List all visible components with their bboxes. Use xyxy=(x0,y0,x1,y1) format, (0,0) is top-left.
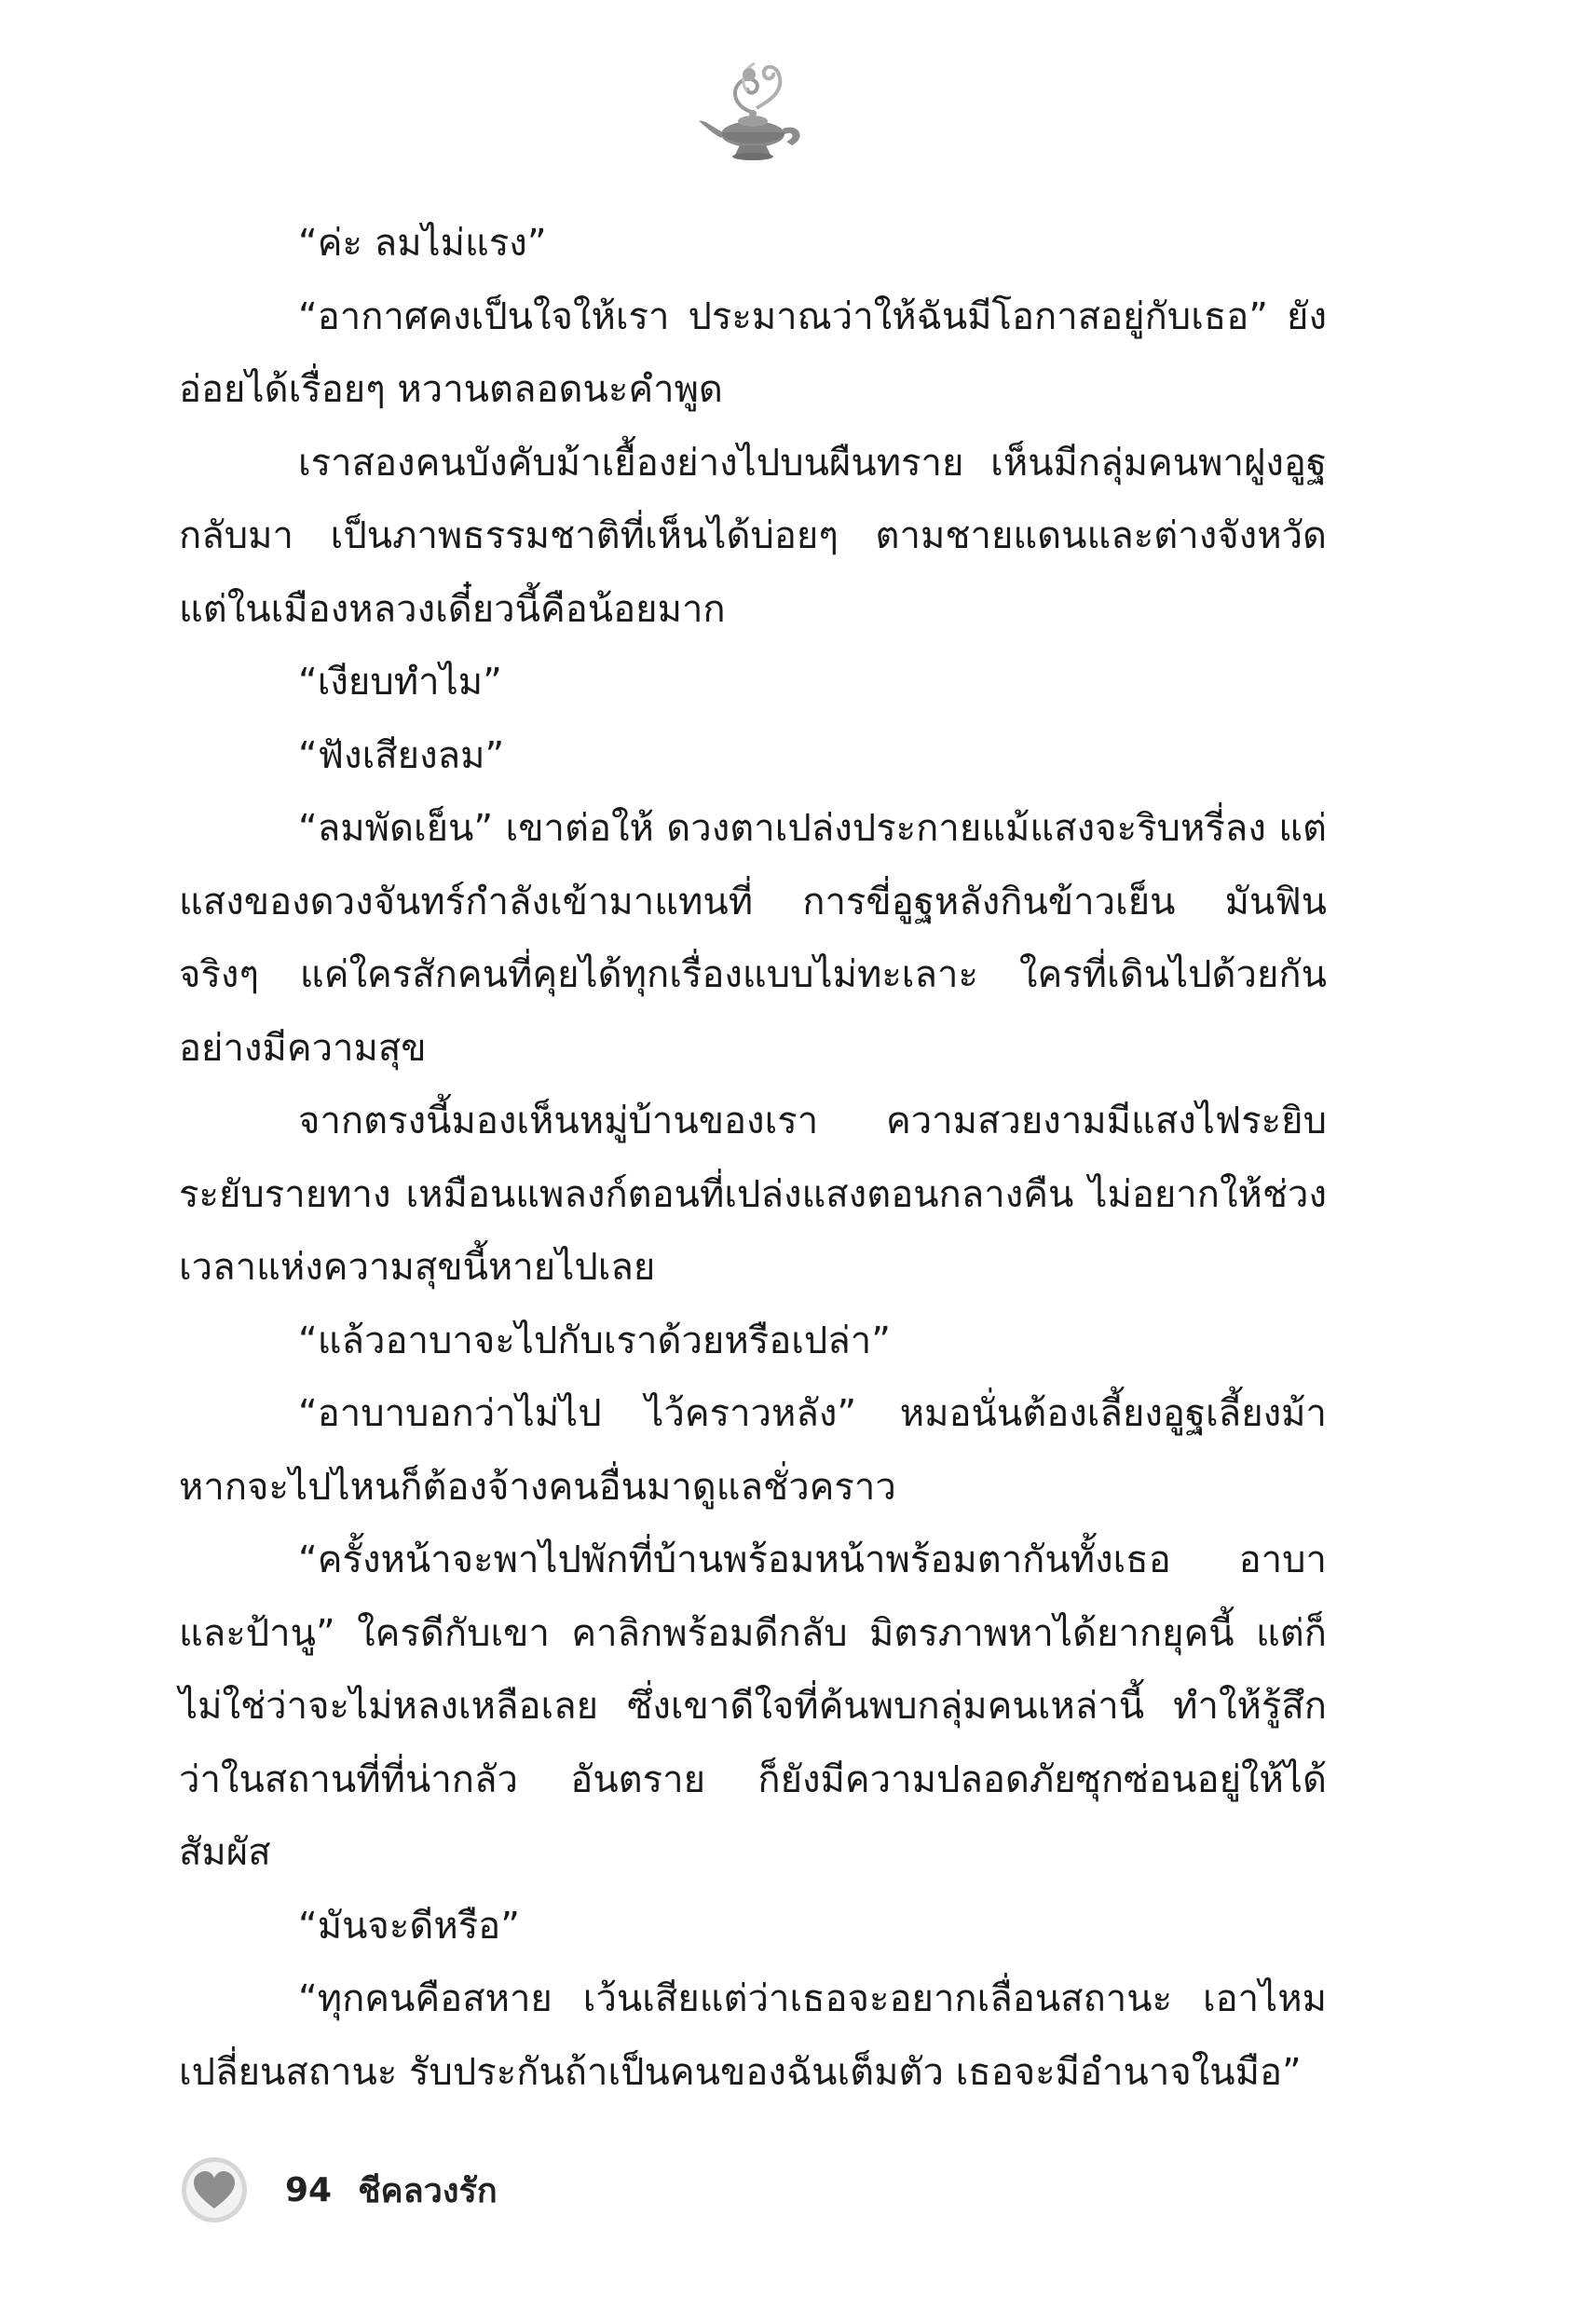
paragraph: “มันจะดีหรือ” xyxy=(298,1904,520,1948)
paragraph: “แล้วอาบาจะไปกับเราด้วยหรือเปล่า” xyxy=(298,1319,891,1362)
book-title: ชีคลวงรัก xyxy=(358,2171,498,2210)
body-text xyxy=(179,207,1327,2109)
paragraph: เราสองคนบังคับม้าเยื้องย่างไปบนผืนทราย เห็นมีกลุ่มคนพาฝูงอูฐกลับมา เป็นภาพธรรมชาติที่เห็นได้บ่อยๆ ตามชายแดนและต่างจังหวัด แต่ในเมืองหลวงเดี๋ยวนี้คือน้อยมาก xyxy=(179,441,1327,631)
paragraph: “เงียบทำไม” xyxy=(298,661,502,704)
paragraph: “ลมพัดเย็น” เขาต่อให้ ดวงตาเปล่งประกายแม้แสงจะริบหรี่ลง แต่แสงของดวงจันทร์กำลังเข้ามาแทนที่ การขี่อูฐหลังกินข้าวเย็น มันฟินจริงๆ แค่ใครสักคนที่คุยได้ทุกเรื่องแบบไม่ทะเลาะ ใครที่เดินไปด้วยกันอย่างมีความสุข xyxy=(179,807,1327,1070)
paragraph: “ครั้งหน้าจะพาไปพักที่บ้านพร้อมหน้าพร้อมตากันทั้งเธอ อาบาและป้านู” ใครดีกับเขา คาลิกพร้อมดีกลับ มิตรภาพหาได้ยากยุคนี้ แต่ก็ไม่ใช่ว่าจะไม่หลงเหลือเลย ซึ่งเขาดีใจที่ค้นพบกลุ่มคนเหล่านี้ ทำให้รู้สึกว่าในสถานที่ที่น่ากลัว อันตราย ก็ยังมีความปลอดภัยซุกซ่อนอยู่ให้ได้สัมผัส xyxy=(179,1538,1327,1874)
paragraph: “ค่ะ ลมไม่แรง” xyxy=(298,222,547,265)
paragraph: “ฟังเสียงลม” xyxy=(298,733,505,777)
paragraph: “อากาศคงเป็นใจให้เรา ประมาณว่าให้ฉันมีโอกาสอยู่กับเธอ” ยังอ่อยได้เรื่อยๆ หวานตลอดนะคำพูด xyxy=(179,294,1327,411)
page-footer xyxy=(179,2153,498,2227)
page-number: 94 xyxy=(285,2170,333,2209)
heart-icon xyxy=(179,2154,250,2225)
paragraph: “ทุกคนคือสหาย เว้นเสียแต่ว่าเธอจะอยากเลื่อนสถานะ เอาไหม เปลี่ยนสถานะ รับประกันถ้าเป็นคนของฉันเต็มตัว เธอจะมีอำนาจในมือ” xyxy=(179,1977,1327,2094)
genie-lamp-icon xyxy=(695,54,816,166)
paragraph: “อาบาบอกว่าไม่ไป ไว้คราวหลัง” หมอนั่นต้องเลี้ยงอูฐเลี้ยงม้า หากจะไปไหนก็ต้องจ้างคนอื่นมาดูแลชั่วคราว xyxy=(179,1392,1327,1509)
paragraph: จากตรงนี้มองเห็นหมู่บ้านของเรา ความสวยงามมีแสงไฟระยิบระยับรายทาง เหมือนแพลงก์ตอนที่เปล่งแสงตอนกลางคืน ไม่อยากให้ช่วงเวลาแห่งความสุขนี้หายไปเลย xyxy=(179,1100,1327,1289)
